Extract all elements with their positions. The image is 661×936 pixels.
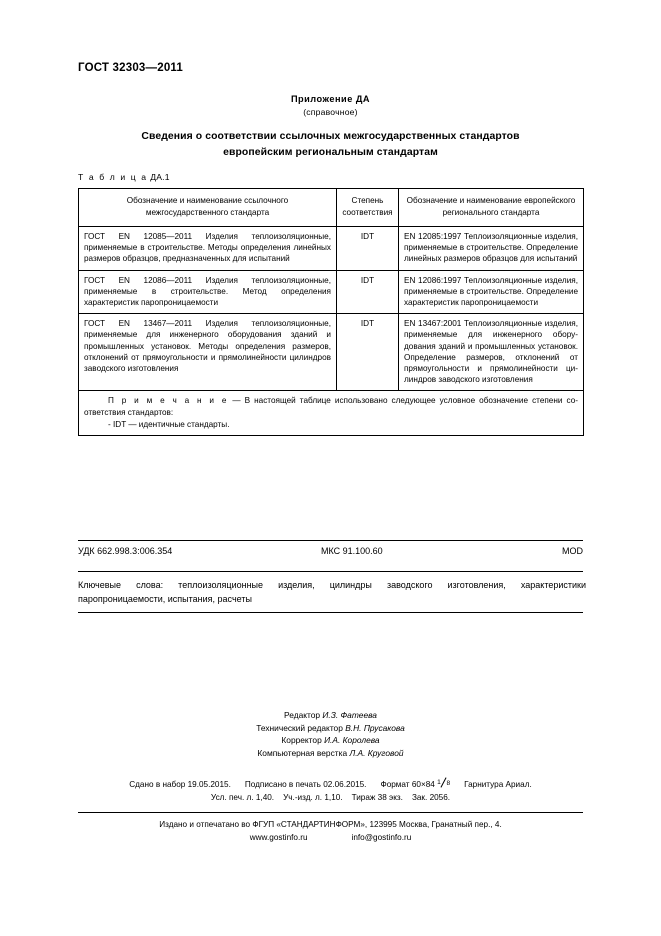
table-note-item: - IDT — идентичные стандарты. — [108, 419, 230, 429]
table-caption-number: ДА.1 — [150, 172, 170, 182]
print-signed-label: Подписано в печать — [244, 780, 321, 789]
publisher-email: info@gostinfo.ru — [351, 833, 412, 842]
print-circulation — [352, 793, 403, 802]
table-caption-prefix: Т а б л и ц а — [78, 172, 148, 182]
credit-layout-name: Л.А. Кругoвой — [349, 747, 404, 758]
credit-technical-editor-label: Технический редактор — [256, 722, 346, 733]
reference-standards-table — [78, 188, 584, 436]
print-published-sheets-value: 1,10. — [324, 793, 343, 802]
column-header-line-2: регионального стандарта — [442, 208, 540, 217]
format-fraction-numerator: 1 — [437, 779, 441, 786]
print-printed-sheets-label: Усл. печ. л. — [210, 793, 254, 802]
table-note-row — [79, 391, 584, 436]
print-signed — [245, 780, 367, 789]
print-order — [412, 793, 450, 802]
divider-below-udk — [78, 571, 583, 572]
credit-editor-label: Редактор — [284, 710, 323, 720]
publisher-block — [0, 818, 661, 844]
table-header-row — [79, 189, 584, 227]
print-signed-date: 02.06.2015. — [323, 780, 367, 789]
print-published-sheets-label: Уч.-изд. л. — [283, 793, 323, 802]
column-header-line-2: соответствия — [342, 208, 393, 217]
divider-below-keywords — [78, 612, 583, 613]
cell-european-standard: EN 13467:2001 Теплоизоляционные изделия, применяемые для инженерного оборудования зданий и промышленных установок. Определение размеров, отклонений от прямоугольности и прямолинейности цилиндров заводского изготовления — [399, 314, 584, 391]
print-typeface-value: Ариал. — [505, 780, 532, 789]
table-caption — [78, 172, 170, 182]
table-note-label: П р и м е ч а н и е — [108, 396, 229, 406]
credit-layout — [0, 747, 661, 760]
cell-conformity-degree: IDT — [337, 270, 399, 314]
table-note-text: — В настоящей таблице использовано следующее условное обозначение степени соответствия стандартов: — [84, 396, 578, 417]
publisher-website: www.gostinfo.ru — [249, 833, 308, 842]
print-submitted — [129, 780, 231, 789]
print-printed-sheets — [211, 793, 274, 802]
table-note — [79, 391, 584, 436]
column-header-conformity-degree — [337, 189, 399, 227]
print-printed-sheets-value: 1,40. — [255, 793, 275, 802]
column-header-line-1: Степень — [351, 196, 384, 205]
column-header-line-2: межгосударственного стандарта — [145, 208, 270, 217]
page-title-line-2: европейским региональным стандартам — [223, 147, 438, 158]
table-row — [79, 314, 584, 391]
credit-layout-label: Компьютерная верстка — [257, 747, 350, 758]
print-order-value: 2056. — [429, 793, 451, 802]
format-fraction — [437, 778, 450, 788]
cell-european-standard: EN 12086:1997 Теплоизоляционные изделия, применяемые в строительстве. Определение характеристик паропроницаемости — [399, 270, 584, 314]
page-title-line-1: Сведения о соответствии ссылочных межгосударственных стандартов — [141, 131, 520, 142]
credit-proofreader-name: И.А. Королева — [324, 735, 380, 746]
annex-heading — [0, 94, 661, 117]
print-order-label: Зак. — [411, 793, 428, 802]
column-header-reference-standard — [79, 189, 337, 227]
print-circulation-value: 38 экз. — [377, 793, 403, 802]
credit-editor-name: И.З. Фатеева — [322, 710, 377, 720]
table-row — [79, 270, 584, 314]
print-submitted-label: Сдано в набор — [129, 780, 186, 789]
cell-reference-standard: ГОСТ EN 12086—2011 Изделия теплоизоляционные, применяемые в строительстве. Метод определения характеристик паропроницаемости — [79, 270, 337, 314]
cell-conformity-degree: IDT — [337, 314, 399, 391]
print-circulation-label: Тираж — [351, 793, 376, 802]
format-fraction-denominator: 8 — [446, 780, 451, 787]
print-info-block — [0, 778, 661, 804]
cell-reference-standard: ГОСТ EN 13467—2011 Изделия теплоизоляционные, применяемые для инженерного оборудования зданий и промышленных установок. Методы определения размеров, отклонений от прямоугольности и прямолинейности цилиндров заводского изготовления — [79, 314, 337, 391]
print-typeface-label: Гарнитура — [464, 780, 504, 789]
cell-reference-standard: ГОСТ EN 12085—2011 Изделия теплоизоляционные, применяемые в строительстве. Методы определения линейных размеров образцов, предназначенных для испытаний — [79, 227, 337, 271]
annex-subtitle: (справочное) — [303, 107, 358, 117]
column-header-european-standard — [399, 189, 584, 227]
credit-proofreader — [0, 734, 661, 747]
print-typeface — [464, 780, 532, 789]
divider-above-publisher — [78, 812, 583, 813]
keywords: Ключевые слова: теплоизоляционные изделия, цилиндры заводского изготовления, характеристики паропроницаемости, испытания, расчеты — [78, 580, 586, 604]
divider-above-udk — [78, 540, 583, 541]
print-submitted-date: 19.05.2015. — [187, 780, 231, 789]
credit-technical-editor — [0, 722, 661, 735]
print-format-value: 60×84 — [411, 780, 435, 789]
credits-block — [0, 709, 661, 759]
credit-technical-editor-name: В.Н. Прусакова — [345, 722, 405, 733]
cell-european-standard: EN 12085:1997 Теплоизоляционные изделия, применяемые в строительстве. Определение линейных размеров образцов для испытаний — [399, 227, 584, 271]
annex-title: Приложение ДА — [290, 94, 371, 104]
column-header-line-1: Обозначение и наименование европейского — [406, 196, 576, 205]
page-title — [0, 129, 661, 161]
credit-proofreader-label: Корректор — [281, 735, 325, 746]
print-format-label: Формат — [380, 780, 410, 789]
table-note-paragraph — [84, 395, 578, 417]
print-published-sheets — [283, 793, 343, 802]
publisher-contacts — [0, 831, 661, 844]
cell-conformity-degree: IDT — [337, 227, 399, 271]
print-info-line-2 — [0, 791, 661, 804]
column-header-line-1: Обозначение и наименование ссылочного — [126, 196, 289, 205]
table-row — [79, 227, 584, 271]
print-info-line-1 — [0, 778, 661, 791]
conformity-mod: MOD — [562, 546, 583, 556]
publisher-line: Издано и отпечатано во ФГУП «СТАНДАРТИНФОРМ», 123995 Москва, Гранатный пер., 4. — [159, 820, 502, 829]
standard-number: ГОСТ 32303—2011 — [78, 62, 183, 74]
credit-editor — [0, 709, 661, 722]
print-format — [380, 780, 450, 789]
udk-code: УДК 662.998.3:006.354 — [78, 546, 173, 556]
mks-code: МКС 91.100.60 — [321, 546, 383, 556]
